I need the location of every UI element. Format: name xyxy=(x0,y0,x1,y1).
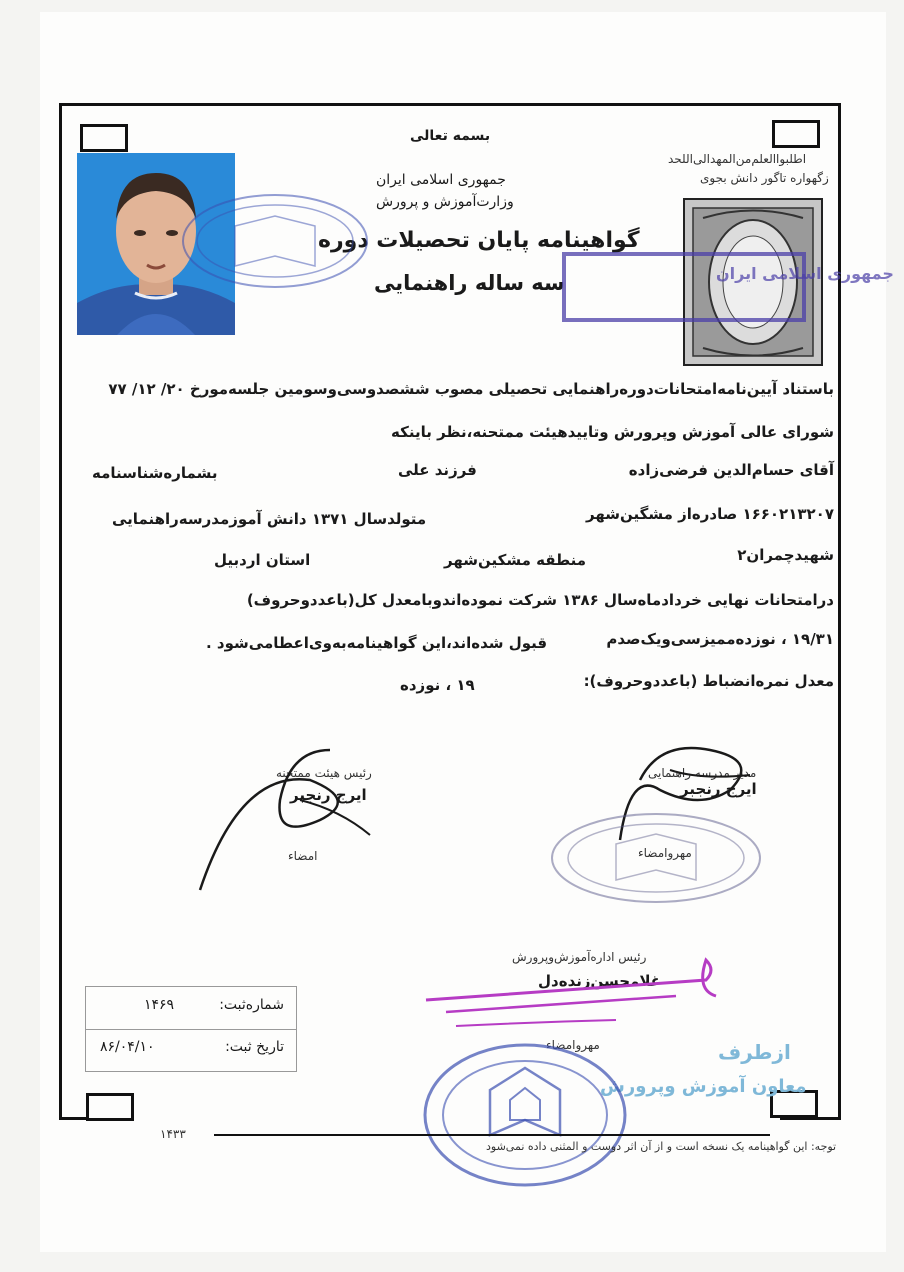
student-name: آقای حسام‌الدین فرضی‌زاده xyxy=(628,461,834,479)
country-name: جمهوری اسلامی ایران xyxy=(376,172,506,188)
grade-value: ۱۹/۳۱ ، نوزده‌ممیزسی‌ویک‌صدم xyxy=(606,630,834,648)
education-seal-label: مهروامضاء xyxy=(546,1038,600,1052)
footer-note: توجه: این گواهینامه یک نسخه است و از آن اثر دوست و المثنی داده نمی‌شود xyxy=(486,1140,837,1153)
left-signature-icon xyxy=(180,740,380,900)
school-seal-icon xyxy=(175,186,375,296)
registration-number-row xyxy=(86,987,296,1030)
frame-left xyxy=(59,103,62,1120)
bismillah: بسمه تعالی xyxy=(410,128,491,144)
certificate-subtitle: سه ساله راهنمایی xyxy=(374,271,565,295)
registration-number-value: ۱۴۶۹ xyxy=(144,997,175,1013)
principal-seal-label: مهروامضاء xyxy=(638,846,692,860)
frame-corner-top-right xyxy=(772,120,820,148)
province-name: استان اردبیل xyxy=(214,551,311,569)
region-name: منطقه مشکین‌شهر xyxy=(444,551,587,569)
father-name: فرزند علی xyxy=(398,461,477,479)
deputy-title: معاون آموزش وپرورش xyxy=(600,1076,807,1097)
hadith-translation: زگهواره تاگور دانش بجوی xyxy=(700,171,829,185)
registration-box xyxy=(85,986,297,1072)
exam-board-head-name: ایرج رنجبر xyxy=(290,786,367,804)
frame-corner-bottom-left xyxy=(86,1093,134,1121)
id-label: بشماره‌شناسنامه xyxy=(92,464,218,482)
footer-rule xyxy=(214,1134,770,1136)
principal-seal-icon xyxy=(546,808,766,908)
ministry-round-seal-icon xyxy=(420,1040,630,1190)
principal-name: ایرج رنجبر xyxy=(680,780,757,798)
ministry-box-stamp-text: جمهوری اسلامی ایران xyxy=(716,264,894,283)
certificate-title: گواهینامه پایان تحصیلات دوره xyxy=(318,228,640,253)
registration-date-row xyxy=(86,1029,296,1071)
statute-line: باستناد آیین‌نامه‌امتحانات‌دوره‌راهنمایی تحصیلی مصوب ششصدوسی‌وسومین جلسه‌مورخ ۲۰/ ۱۲/ ۷۷ xyxy=(108,380,834,398)
hadith-text: اطلبوا‌العلم‌من‌المهد‌الی‌اللحد xyxy=(668,152,807,166)
education-head-name: غلامحسن‌زنده‌دل xyxy=(538,972,661,990)
accepted-line: قبول شده‌اند،این گواهینامه‌به‌وی‌اعطامی‌شود . xyxy=(206,634,548,652)
exam-board-head-title: رئیس هیئت ممتحنه xyxy=(276,766,372,780)
ministry-name: وزارت‌آموزش و پرورش xyxy=(376,194,514,210)
frame-top xyxy=(59,103,840,106)
authority-from: ازطرف xyxy=(718,1040,791,1064)
council-line: شورای عالی آموزش وپرورش وتاییدهیئت ممتحنه،نظر باینکه xyxy=(391,423,834,441)
serial-number: ۱۴۳۳ xyxy=(160,1127,186,1141)
magenta-signature-icon xyxy=(416,950,726,1040)
exam-line: درامتحانات نهایی خردادماه‌سال ۱۳۸۶ شرکت نموده‌اندوبامعدل کل(باعددوحروف) xyxy=(246,591,834,609)
frame-right xyxy=(838,103,841,1120)
registration-number-label: شماره‌ثبت: xyxy=(219,997,284,1013)
frame-corner-top-left xyxy=(80,124,128,152)
principal-title: مدیر مدرسه راهنمایی xyxy=(648,766,757,780)
birth-year: متولدسال ۱۳۷۱ دانش آموزمدرسه‌راهنمایی xyxy=(112,510,427,528)
school-name: شهیدچمران۲ xyxy=(737,546,834,564)
id-number: ۱۶۶۰۲۱۳۲۰۷ صادره‌از مشگین‌شهر xyxy=(586,505,834,523)
ministry-box-stamp xyxy=(562,252,806,322)
registration-date-label: تاریخ ثبت: xyxy=(225,1039,284,1055)
exam-board-signature-label: امضاء xyxy=(288,849,318,863)
discipline-value: ۱۹ ، نوزده xyxy=(400,676,475,694)
discipline-label: معدل نمره‌انضباط (باعددوحروف): xyxy=(583,672,834,690)
registration-date-value: ۸۶/۰۴/۱۰ xyxy=(100,1039,155,1055)
education-head-title: رئیس اداره‌آموزش‌وپرورش xyxy=(512,950,647,964)
